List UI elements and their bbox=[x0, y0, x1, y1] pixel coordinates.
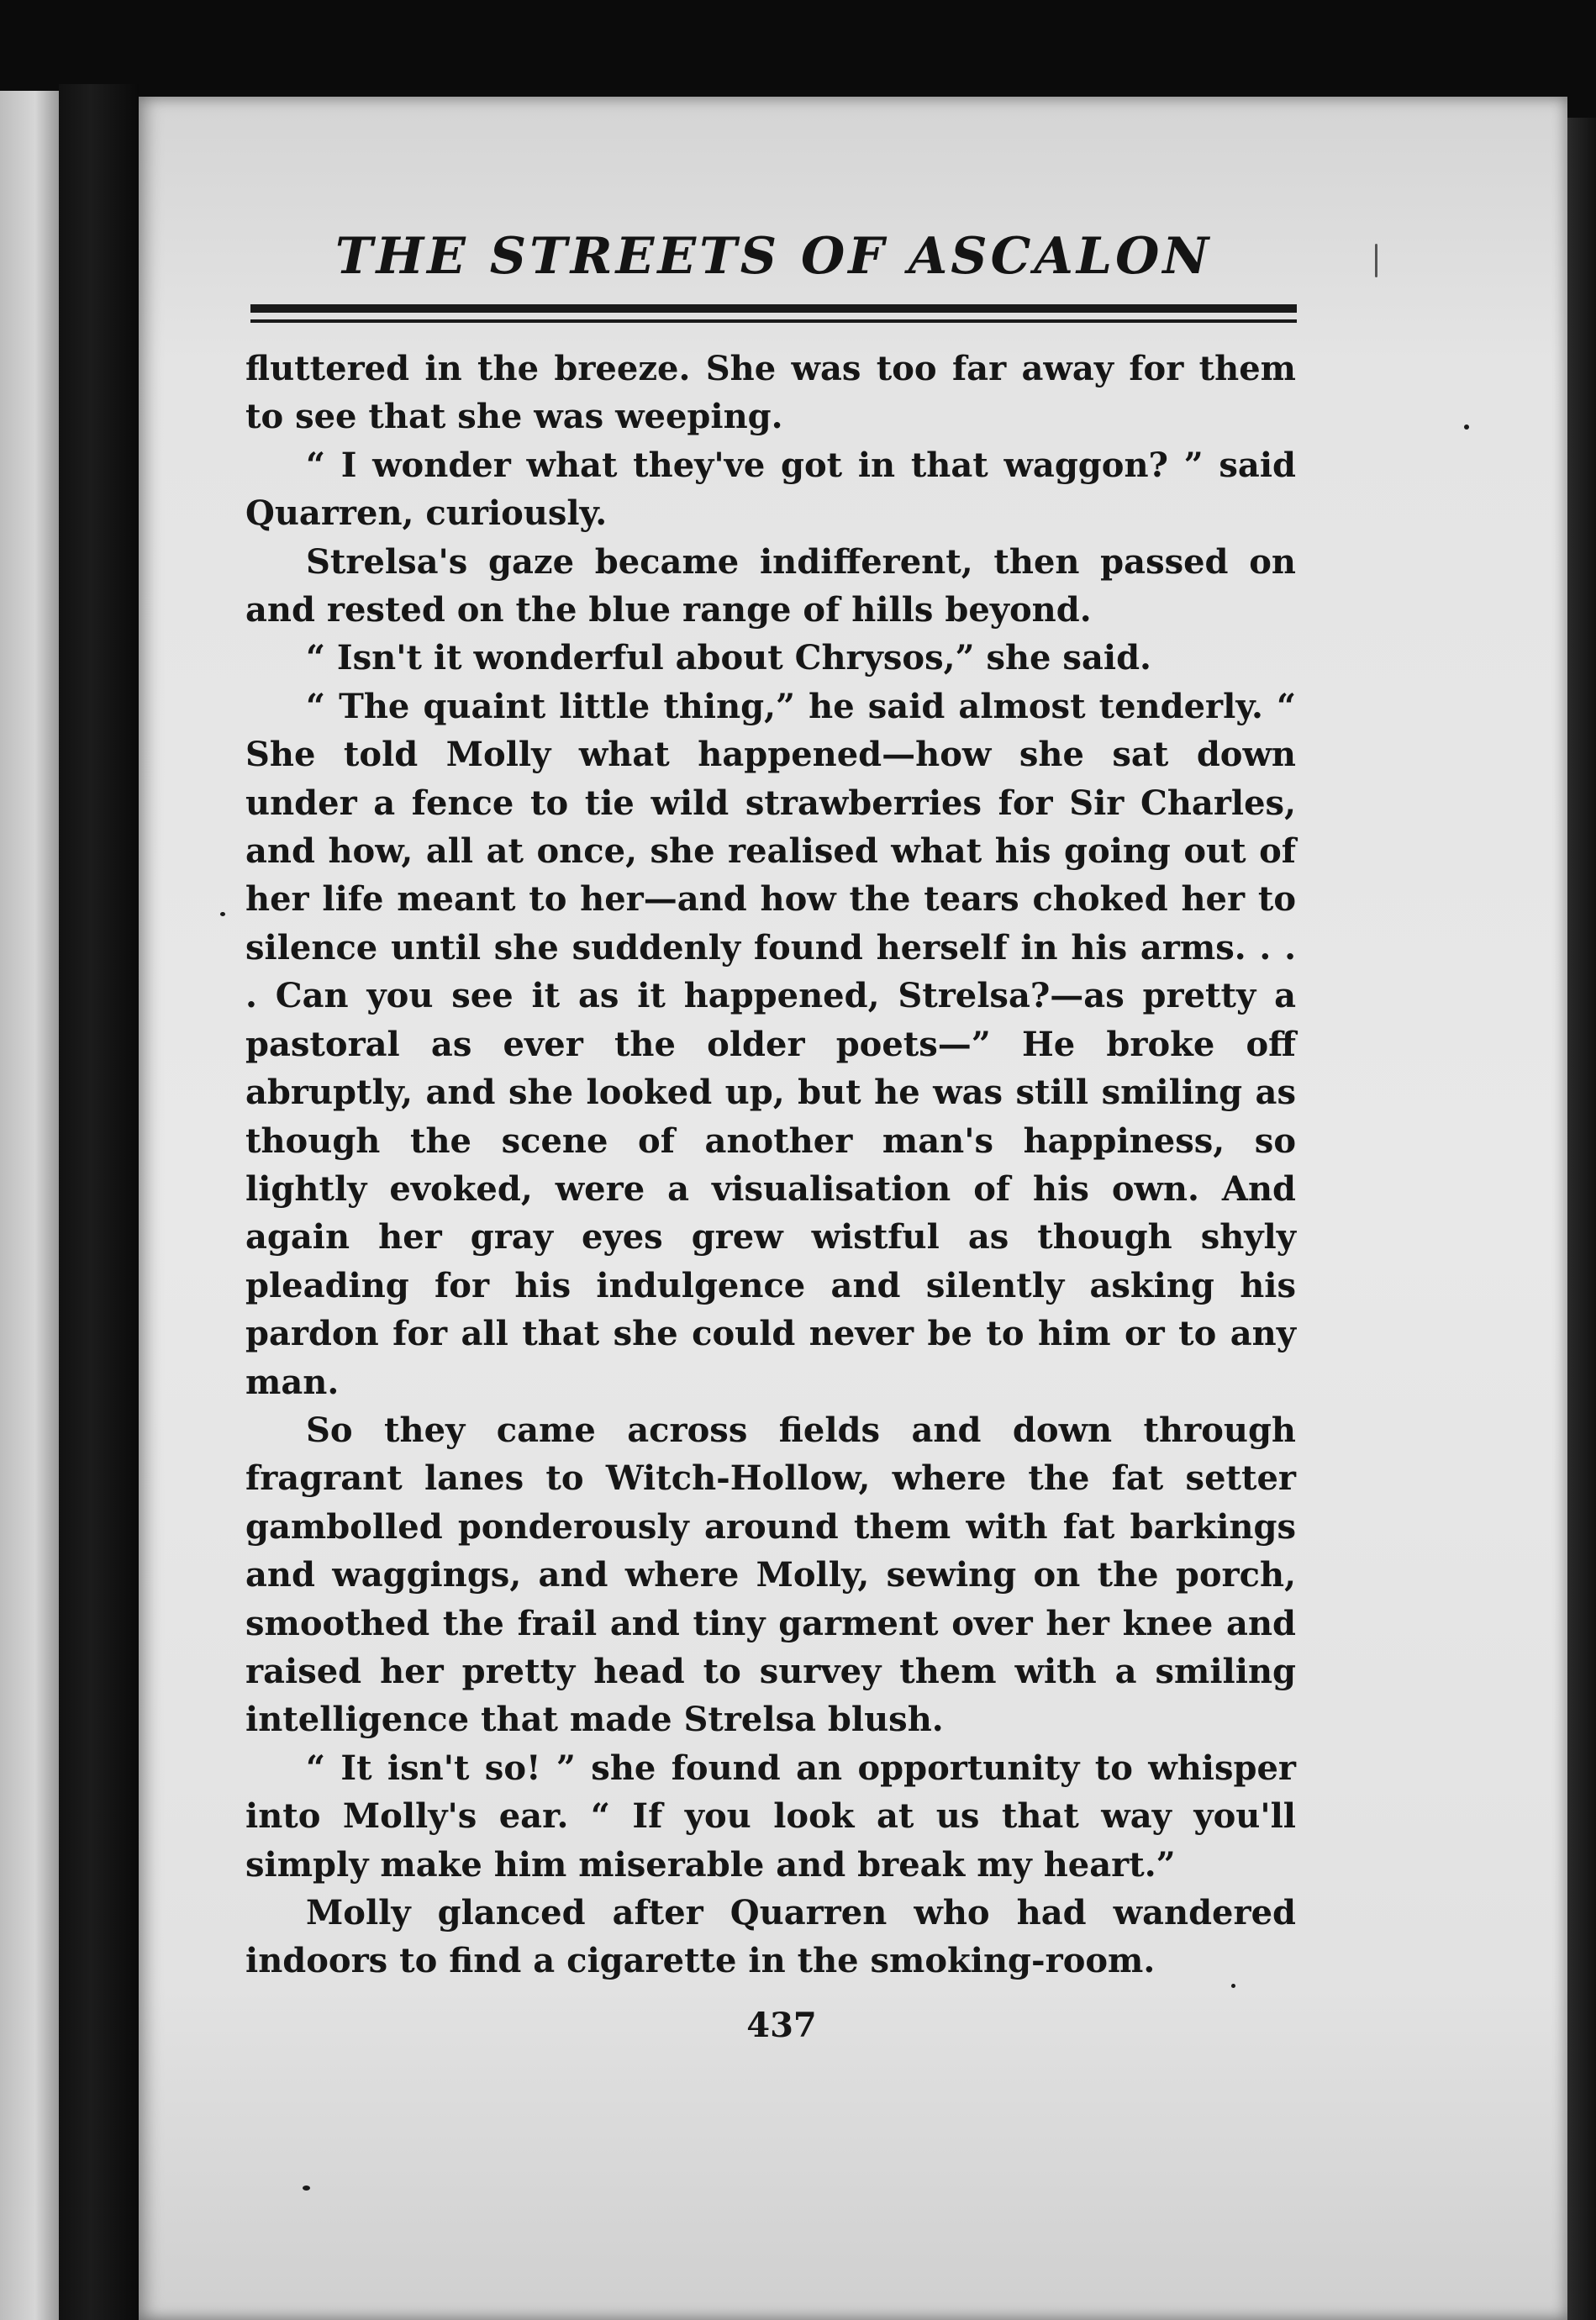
scan-speck bbox=[220, 912, 225, 916]
paragraph: Strelsa's gaze became indifferent, then passed on and rested on the blue range of hills beyond. bbox=[245, 541, 1296, 630]
running-title: THE STREETS OF ASCALON bbox=[334, 227, 1213, 286]
paragraph: “ It isn't so! ” she found an opportunity to whisper into Molly's ear. “ If you look at us that way you'll simply make him miserable and break my heart.” bbox=[245, 1748, 1296, 1885]
header-rule-thin bbox=[250, 319, 1297, 323]
paragraph: fluttered in the breeze. She was too far away for them to see that she was weeping. bbox=[245, 349, 1296, 437]
scan-speck bbox=[303, 2186, 310, 2191]
paragraph: “ Isn't it wonderful about Chrysos,” she said. bbox=[306, 638, 1151, 678]
scan-speck bbox=[1231, 1984, 1235, 1988]
header-rule-thick bbox=[250, 304, 1297, 313]
page-number: 437 bbox=[746, 2006, 817, 2045]
paragraph: So they came across fields and down through fragrant lanes to Witch-Hollow, where the fat setter gambolled ponderously around them with fat barkings and waggings, and where Molly, sewing on the porch, smoothed the frail and tiny garment over her knee and raised her pretty head to survey them with a smiling intelligence that made Strelsa blush. bbox=[245, 1410, 1296, 1740]
previous-page-edge bbox=[0, 91, 59, 2320]
scan-speck bbox=[1375, 244, 1377, 277]
paragraph: Molly glanced after Quarren who had wandered indoors to find a cigarette in the smoking-room. bbox=[245, 1893, 1296, 1981]
paragraph: “ I wonder what they've got in that waggon? ” said Quarren, curiously. bbox=[245, 445, 1296, 534]
body-text bbox=[245, 345, 1296, 1985]
paragraph: “ The quaint little thing,” he said almost tenderly. “ She told Molly what happened—how she sat down under a fence to tie wild strawberries for Sir Charles, and how, all at once, she realised what his going out of her life meant to her—and how the tears choked her to silence until she suddenly found herself in his arms. . . . Can you see it as it happened, Strelsa?—as pretty a pastoral as ever the older poets—” He broke off abruptly, and she looked up, but he was still smiling as though the scene of another man's happiness, so lightly evoked, were a visualisation of his own. And again her gray eyes grew wistful as though shyly pleading for his indulgence and silently asking his pardon for all that she could never be to him or to any man. bbox=[245, 686, 1296, 1402]
page-right-edge bbox=[1567, 118, 1596, 2320]
book-binding-shadow bbox=[59, 84, 139, 2320]
scan-speck bbox=[1464, 424, 1469, 430]
